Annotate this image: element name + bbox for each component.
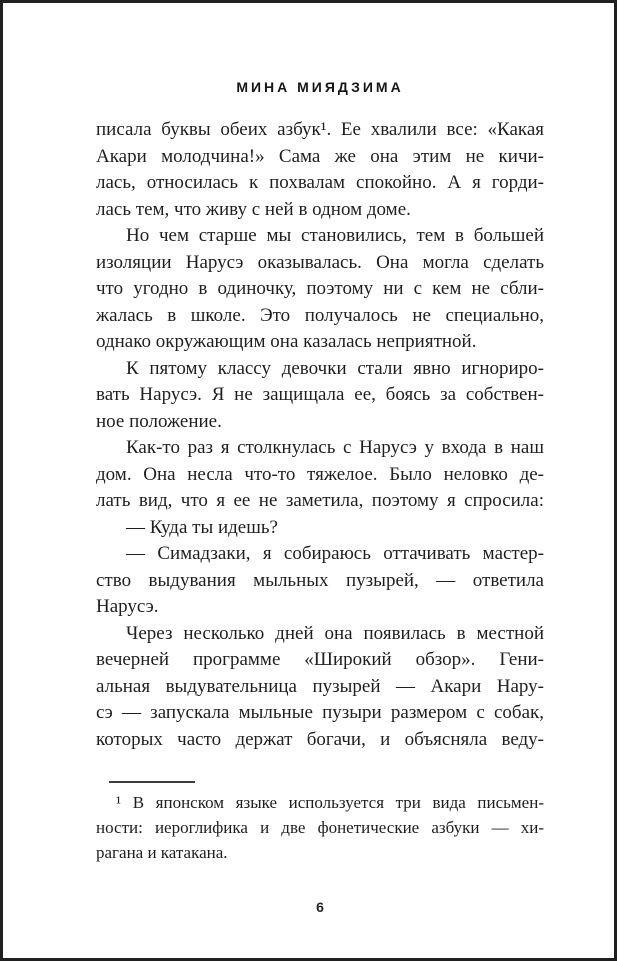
footnote-line: ¹ В японском языке используется три вида письмен- (116, 793, 544, 812)
footnote-separator-rule (109, 781, 195, 783)
body-line: Нарусэ. (96, 596, 159, 617)
footnote-line: ности: иероглифика и две фонетические азбуки — хи- (96, 818, 544, 837)
body-line: К пятому классу девочки стали явно игнориро- (126, 357, 544, 379)
body-line: лась тем, что живу с ней в одном доме. (96, 198, 411, 220)
footnote (96, 790, 544, 865)
running-header: МИНА МИЯДЗИМА (236, 79, 404, 95)
body-line: жалась в школе. Это получалось не специально, (96, 304, 544, 326)
body-line: Как-то раз я столкнулась с Нарусэ у входа в наш (126, 437, 544, 458)
body-line: альная выдувательница пузырей — Акари Нару- (96, 675, 544, 697)
body-text (96, 117, 544, 753)
body-line: — Куда ты идешь? (126, 516, 278, 538)
footnote-line: рагана и катакана. (96, 843, 228, 862)
body-line: Акари молодчина!» Сама же она этим не кичи- (96, 145, 544, 167)
body-line: что угодно в одиночку, поэтому ни с кем не сбли- (96, 278, 544, 299)
body-line: вать Нарусэ. Я не защищала ее, боясь за собствен- (96, 384, 544, 405)
body-line: однако окружающим она казалась неприятной. (96, 331, 477, 352)
body-line: ное положение. (96, 410, 222, 432)
body-line: дом. Она несла что-то тяжелое. Было неловко де- (96, 463, 544, 485)
body-line: — Симадзаки, я собираюсь оттачивать мастер- (126, 543, 544, 564)
body-line: сэ — запускала мыльные пузыри размером с собак, (96, 702, 544, 723)
page-number: 6 (316, 899, 324, 915)
body-line: лась, относилась к похвалам спокойно. А я горди- (96, 172, 544, 193)
body-line: которых часто держат богачи, и объясняла веду- (96, 728, 544, 750)
body-line: Но чем старше мы становились, тем в большей (126, 225, 544, 246)
body-line: писала буквы обеих азбук¹. Ее хвалили все: «Какая (96, 119, 544, 140)
body-line: вечерней программе «Широкий обзор». Гени- (96, 649, 544, 670)
body-line: изоляции Нарусэ оказывалась. Она могла сделать (96, 251, 544, 273)
body-line: ство выдувания мыльных пузырей, — ответила (96, 569, 544, 591)
body-line: Через несколько дней она появилась в местной (126, 622, 544, 644)
body-line: лать вид, что я ее не заметила, поэтому я спросила: (96, 490, 544, 511)
